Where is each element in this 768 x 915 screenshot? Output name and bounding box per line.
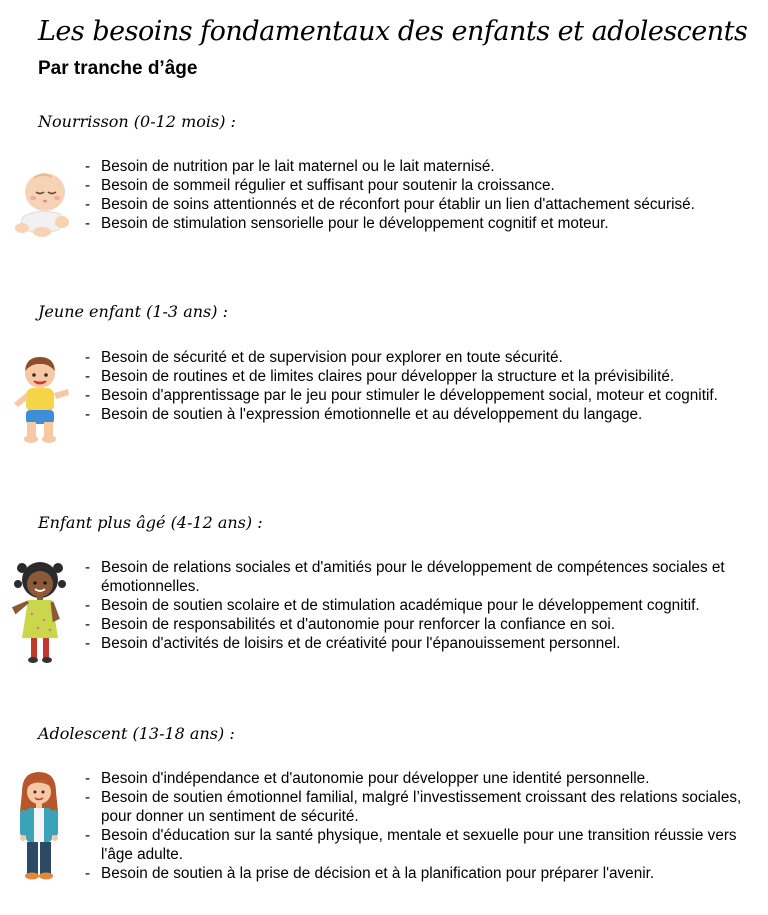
list-item: - Besoin d'éducation sur la santé physique, mentale et sexuelle pour une transition réussie vers l'âge adulte.	[83, 826, 753, 864]
needs-list-infant	[83, 157, 753, 233]
page-subtitle: Par tranche d’âge	[38, 58, 198, 79]
section-heading-older-child: Enfant plus âgé (4-12 ans) :	[38, 513, 263, 532]
list-item: - Besoin de nutrition par le lait maternel ou le lait maternisé.	[83, 157, 753, 176]
list-item: - Besoin de sécurité et de supervision pour explorer en toute sécurité.	[83, 348, 753, 367]
teen-girl-icon	[14, 770, 64, 882]
list-item: - Besoin de relations sociales et d'amitiés pour le développement de compétences sociales et émotionnelles.	[83, 558, 753, 596]
toddler-icon	[12, 355, 74, 445]
child-girl-icon	[10, 558, 70, 666]
needs-list-toddler	[83, 348, 753, 424]
needs-list-adolescent	[83, 769, 753, 883]
needs-list-older-child	[83, 558, 753, 653]
list-item: - Besoin de responsabilités et d'autonomie pour renforcer la confiance en soi.	[83, 615, 753, 634]
section-heading-adolescent: Adolescent (13-18 ans) :	[38, 724, 235, 743]
baby-icon	[12, 170, 74, 238]
list-item: - Besoin de soutien à la prise de décision et à la planification pour préparer l'avenir.	[83, 864, 753, 883]
section-heading-infant: Nourrisson (0-12 mois) :	[38, 112, 236, 131]
list-item: - Besoin de soutien émotionnel familial, malgré l’investissement croissant des relations sociales, pour donner un sentiment de sécurité.	[83, 788, 753, 826]
list-item: - Besoin d'indépendance et d'autonomie pour développer une identité personnelle.	[83, 769, 753, 788]
list-item: - Besoin de stimulation sensorielle pour le développement cognitif et moteur.	[83, 214, 753, 233]
list-item: - Besoin d'activités de loisirs et de créativité pour l'épanouissement personnel.	[83, 634, 753, 653]
list-item: - Besoin de soutien à l'expression émotionnelle et au développement du langage.	[83, 405, 753, 424]
list-item: - Besoin de routines et de limites claires pour développer la structure et la prévisibilité.	[83, 367, 753, 386]
page-title: Les besoins fondamentaux des enfants et adolescents	[38, 16, 748, 47]
section-heading-toddler: Jeune enfant (1-3 ans) :	[38, 302, 228, 321]
list-item: - Besoin de sommeil régulier et suffisant pour soutenir la croissance.	[83, 176, 753, 195]
list-item: - Besoin d'apprentissage par le jeu pour stimuler le développement social, moteur et cognitif.	[83, 386, 753, 405]
list-item: - Besoin de soutien scolaire et de stimulation académique pour le développement cognitif.	[83, 596, 753, 615]
list-item: - Besoin de soins attentionnés et de réconfort pour établir un lien d'attachement sécurisé.	[83, 195, 753, 214]
